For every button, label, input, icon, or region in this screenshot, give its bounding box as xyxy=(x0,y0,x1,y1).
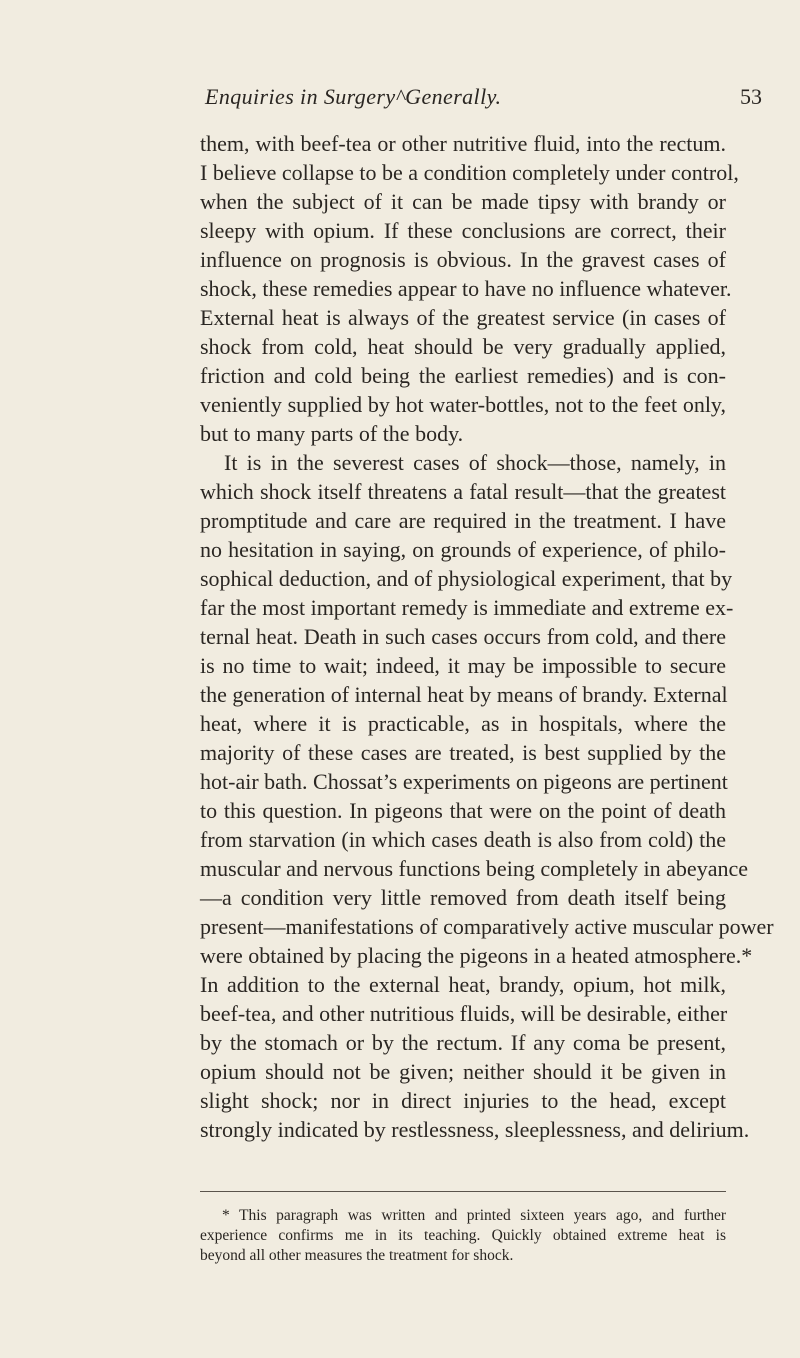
running-head xyxy=(0,84,800,114)
text-line: which shock itself threatens a fatal result—that the greatest xyxy=(200,479,726,504)
text-line: hot-air bath. Chossat’s experiments on pigeons are pertinent xyxy=(200,769,728,794)
footnote-rule xyxy=(200,1191,726,1192)
footnote-line: * This paragraph was written and printed sixteen years ago, and further xyxy=(222,1207,726,1224)
footnote-line: beyond all other measures the treatment for shock. xyxy=(200,1247,514,1264)
text-line: is no time to wait; indeed, it may be impossible to secure xyxy=(200,653,726,678)
text-line: muscular and nervous functions being completely in abeyance xyxy=(200,856,748,881)
text-line: no hesitation in saying, on grounds of experience, of philo- xyxy=(200,537,726,562)
text-line: to this question. In pigeons that were on the point of death xyxy=(200,798,726,823)
text-line: them, with beef-tea or other nutritive fluid, into the rectum. xyxy=(200,131,726,156)
footnote-line: experience confirms me in its teaching. Quickly obtained extreme heat is xyxy=(200,1227,726,1244)
text-line: heat, where it is practicable, as in hospitals, where the xyxy=(200,711,726,736)
text-line: promptitude and care are required in the treatment. I have xyxy=(200,508,726,533)
text-line: slight shock; nor in direct injuries to the head, except xyxy=(200,1088,726,1113)
text-line: In addition to the external heat, brandy, opium, hot milk, xyxy=(200,972,726,997)
text-line: External heat is always of the greatest service (in cases of xyxy=(200,305,726,330)
text-line: strongly indicated by restlessness, sleeplessness, and delirium. xyxy=(200,1117,750,1142)
text-line: far the most important remedy is immediate and extreme ex- xyxy=(200,595,734,620)
text-line: beef-tea, and other nutritious fluids, will be desirable, either xyxy=(200,1001,728,1026)
text-line: shock, these remedies appear to have no influence whatever. xyxy=(200,276,732,301)
text-line: when the subject of it can be made tipsy with brandy or xyxy=(200,189,726,214)
text-line: influence on prognosis is obvious. In the gravest cases of xyxy=(200,247,726,272)
text-line: shock from cold, heat should be very gradually applied, xyxy=(200,334,726,359)
text-line: —a condition very little removed from death itself being xyxy=(200,885,726,910)
text-line: were obtained by placing the pigeons in a heated atmosphere.* xyxy=(200,943,753,968)
running-title: Enquiries in Surgery^Generally. xyxy=(205,84,502,109)
text-line: sophical deduction, and of physiological experiment, that by xyxy=(200,566,733,591)
text-line: by the stomach or by the rectum. If any coma be present, xyxy=(200,1030,726,1055)
text-line: It is in the severest cases of shock—those, namely, in xyxy=(224,450,726,475)
text-line: but to many parts of the body. xyxy=(200,421,464,446)
text-line: friction and cold being the earliest remedies) and is con- xyxy=(200,363,726,388)
text-line: present—manifestations of comparatively active muscular power xyxy=(200,914,774,939)
text-line: ternal heat. Death in such cases occurs from cold, and there xyxy=(200,624,726,649)
text-line: from starvation (in which cases death is also from cold) the xyxy=(200,827,726,852)
text-line: opium should not be given; neither should it be given in xyxy=(200,1059,726,1084)
text-line: I believe collapse to be a condition completely under control, xyxy=(200,160,739,185)
text-line: sleepy with opium. If these conclusions are correct, their xyxy=(200,218,726,243)
text-line: the generation of internal heat by means of brandy. External xyxy=(200,682,728,707)
text-line: majority of these cases are treated, is best supplied by the xyxy=(200,740,726,765)
page-number: 53 xyxy=(740,84,762,109)
text-line: veniently supplied by hot water-bottles, not to the feet only, xyxy=(200,392,726,417)
